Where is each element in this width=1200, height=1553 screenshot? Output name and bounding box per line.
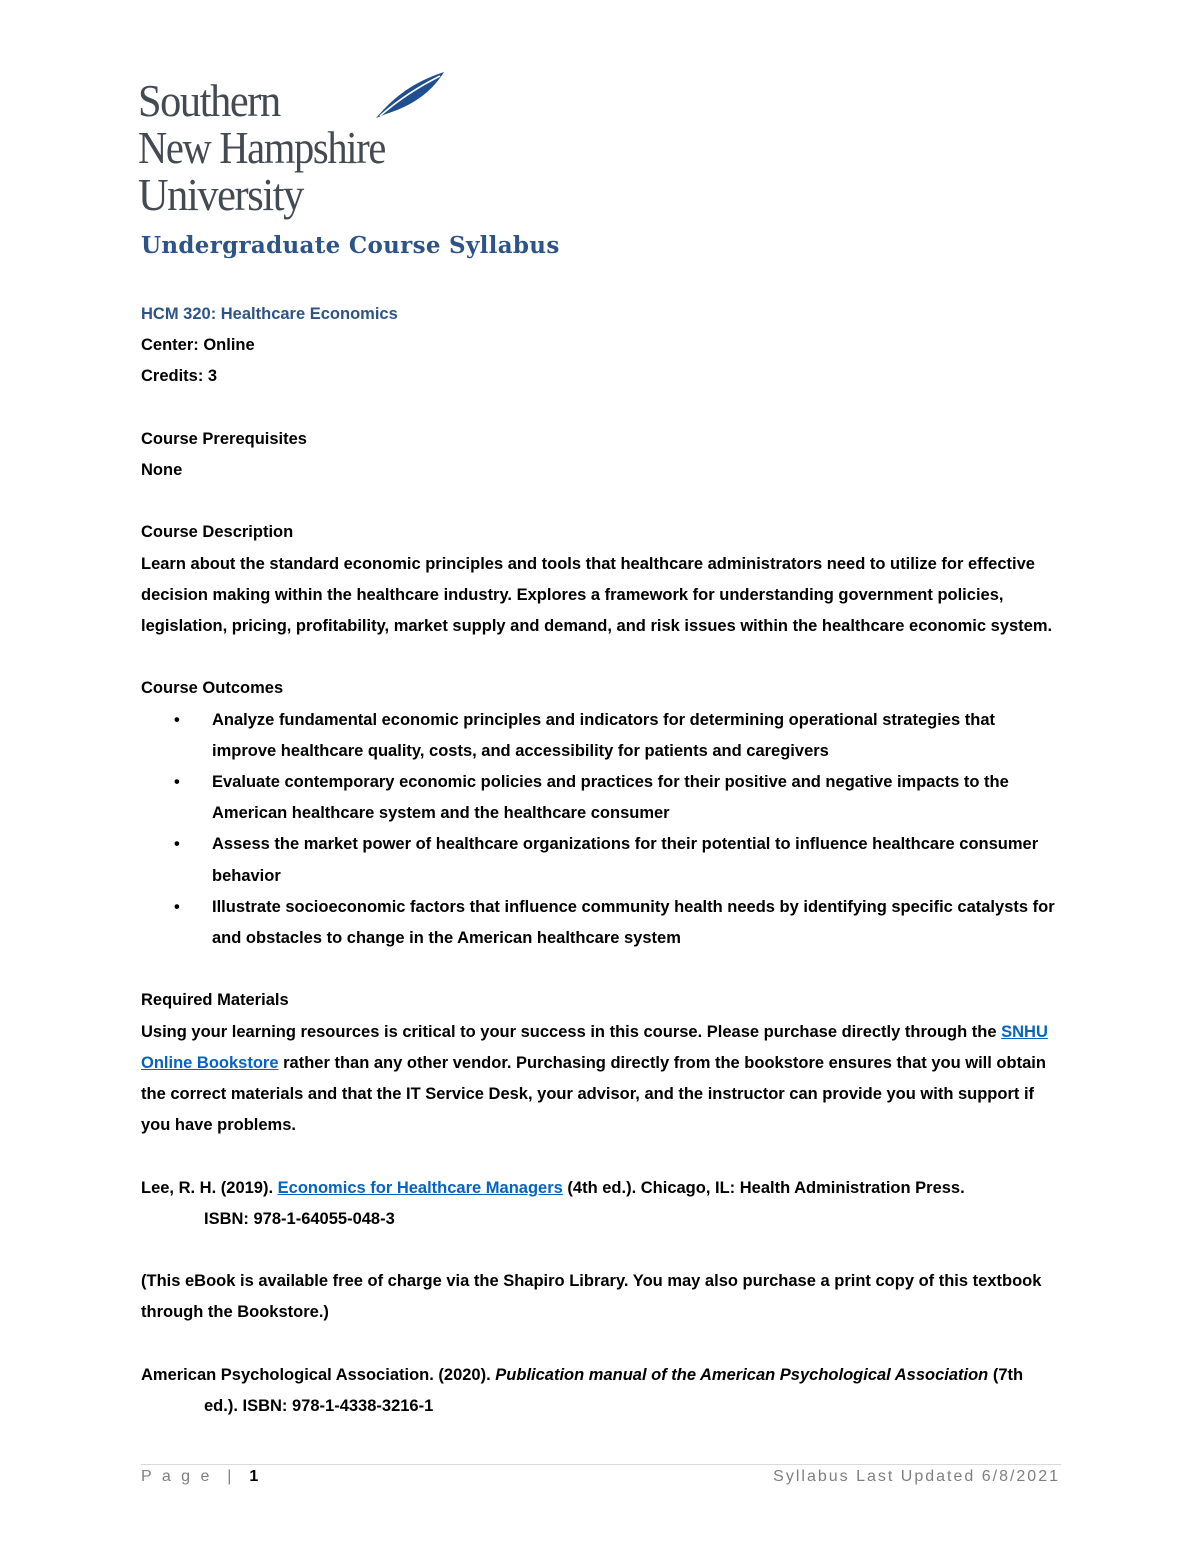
page-number: 1 <box>249 1468 259 1485</box>
logo-line-southern: Southern <box>138 75 280 126</box>
page-title: Undergraduate Course Syllabus <box>141 232 560 259</box>
description-text: Learn about the standard economic principles and tools that healthcare administrators need to utilize for effective decision making within the healthcare industry. Explores a framework for understanding government policies, legislation, pricing, profitability, market supply and demand, and risk issues within the healthcare economic system. <box>141 554 1053 635</box>
logo-line-university: University <box>138 169 303 220</box>
bookstore-link[interactable]: SNHU Online Bookstore <box>141 1022 1048 1072</box>
prerequisites-text: None <box>141 461 183 479</box>
syllabus-body <box>141 299 1061 1422</box>
apa-citation: American Psychological Association. (2020). Publication manual of the American Psychological Association (7th ed.). ISBN: 978-1-4338-3216-1 <box>141 1365 1024 1415</box>
list-item <box>141 829 1061 891</box>
description-heading: Course Description <box>141 523 294 542</box>
bullet-icon: • <box>174 897 180 916</box>
bullet-icon: • <box>174 773 180 791</box>
bullet-icon: • <box>174 710 180 729</box>
list-item <box>141 705 1061 767</box>
outcomes-heading: Course Outcomes <box>141 679 284 698</box>
list-item <box>141 767 1061 829</box>
last-updated-footer: Syllabus Last Updated 6/8/2021 <box>773 1468 1060 1485</box>
page-number-footer: P a g e | 1 <box>141 1468 259 1485</box>
prerequisites-heading: Course Prerequisites <box>141 429 307 448</box>
outcome-text: Assess the market power of healthcare organizations for their potential to influence healthcare consumer behavior <box>212 835 1039 885</box>
materials-heading: Required Materials <box>141 991 289 1010</box>
course-center: Center: Online <box>141 336 255 355</box>
outcome-text: Evaluate contemporary economic policies and practices for their positive and negative impacts to the American healthcare system and the healthcare consumer <box>212 773 1009 823</box>
logo-line-new-hampshire: New Hampshire <box>138 122 386 173</box>
outcome-text: Illustrate socioeconomic factors that influence community health needs by identifying specific catalysts for and obstacles to change in the American healthcare system <box>212 897 1055 948</box>
textbook-link[interactable]: Economics for Healthcare Managers <box>277 1178 563 1197</box>
ebook-note: (This eBook is available free of charge via the Shapiro Library. You may also purchase a print copy of this textbook through the Bookstore.) <box>141 1272 1042 1322</box>
bullet-icon: • <box>174 835 180 854</box>
footer-divider <box>141 1464 1061 1465</box>
outcomes-list <box>141 705 1061 955</box>
outcome-text: Analyze fundamental economic principles and indicators for determining operational strategies that improve healthcare quality, costs, and accessibility for patients and caregivers <box>212 710 995 760</box>
list-item <box>141 892 1061 954</box>
snhu-logo <box>138 70 443 230</box>
course-code-title: HCM 320: Healthcare Economics <box>141 305 398 323</box>
materials-intro: Using your learning resources is critical to your success in this course. Please purchase directly through the SNHU Online Bookstore rather than any other vendor. Purchasing directly from the bookstore ensures that you will obtain the correct materials and that the IT Service Desk, your advisor, and the instructor can provide you with support if you have problems. <box>141 1022 1048 1135</box>
textbook-isbn: ISBN: 978-1-64055-048-3 <box>204 1209 395 1228</box>
course-credits: Credits: 3 <box>141 367 218 386</box>
textbook-citation: Lee, R. H. (2019). Economics for Healthcare Managers (4th ed.). Chicago, IL: Health Administration Press. <box>141 1178 965 1197</box>
leaf-icon <box>374 70 446 120</box>
